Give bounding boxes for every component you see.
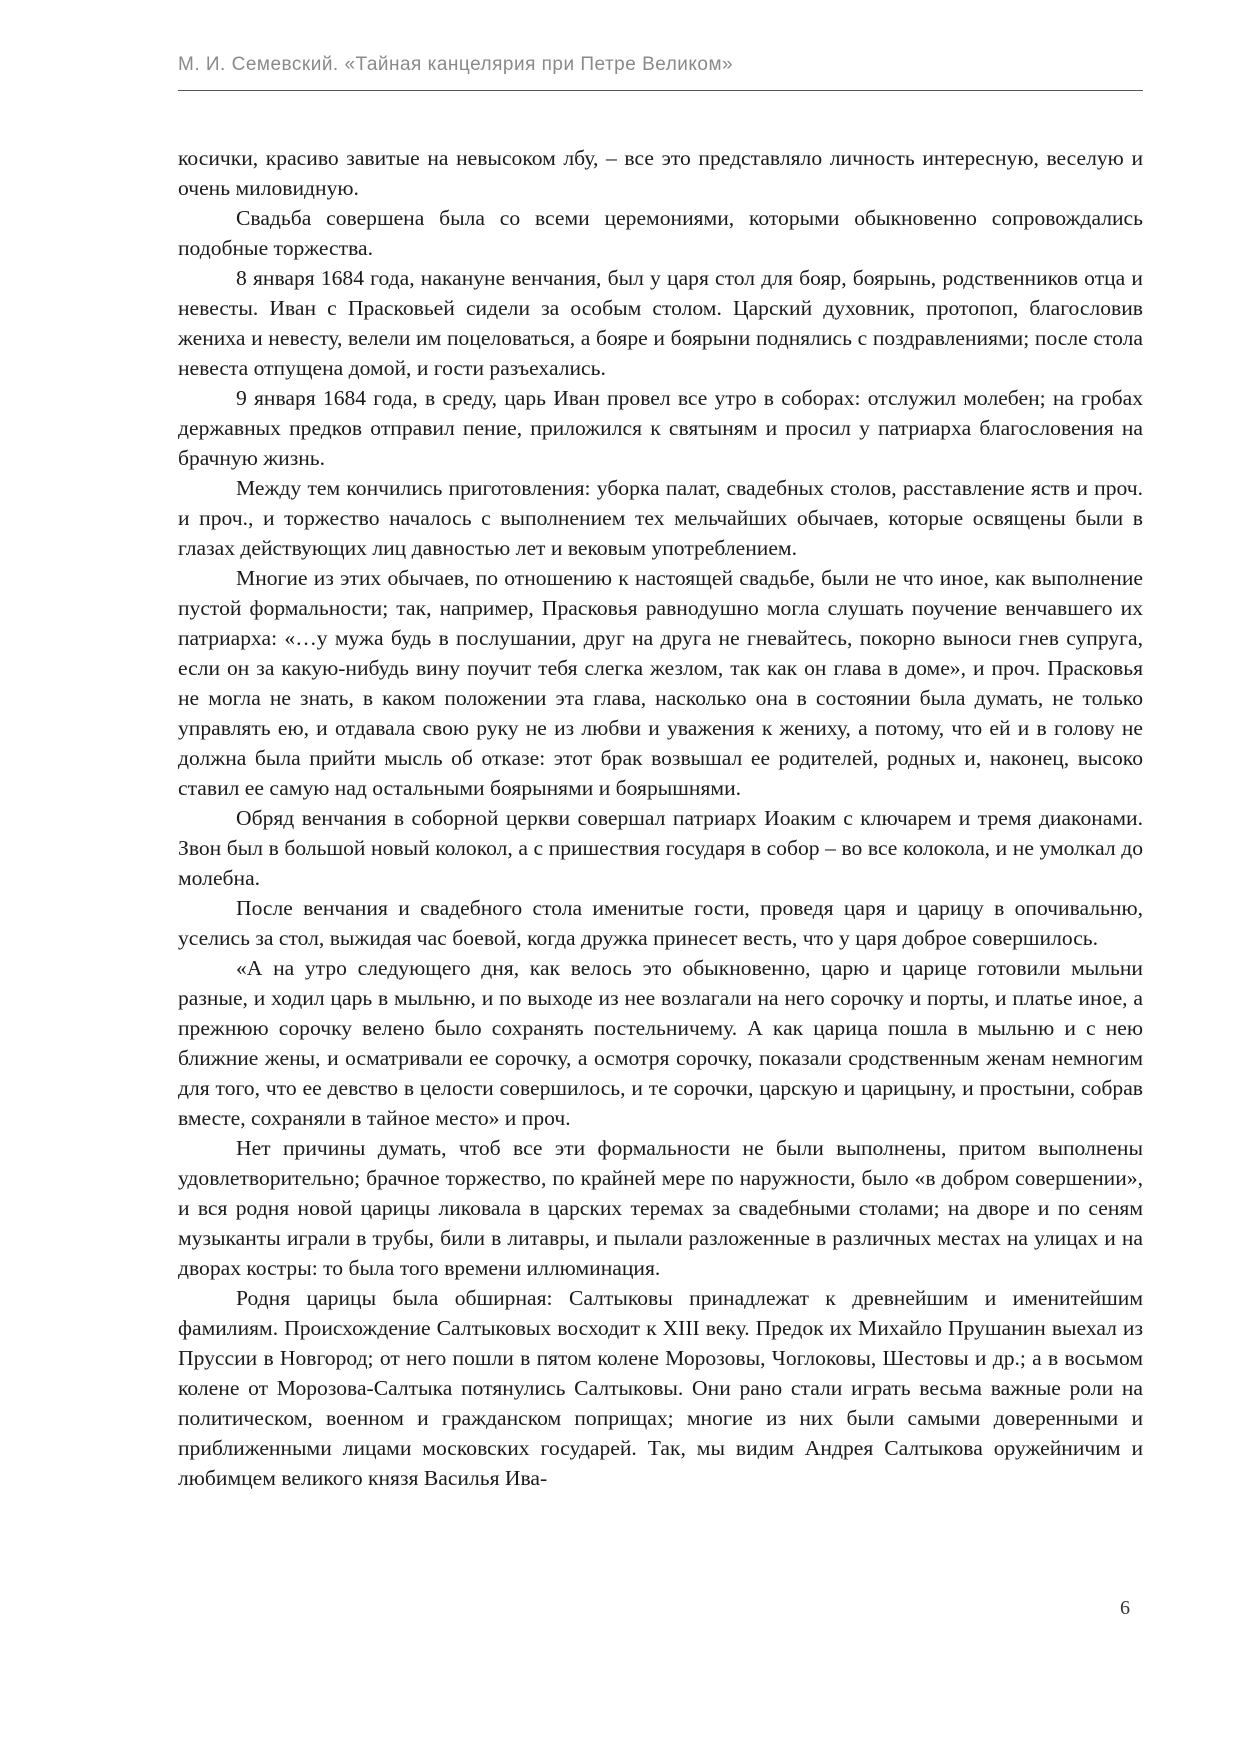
paragraph: Нет причины думать, чтоб все эти формальности не были выполнены, притом выполнены удовлетворительно; брачное торжество, по крайней мере по наружности, было «в добром совершении», и вся родня новой царицы ликовала в царских теремах за свадебными столами; на дворе и по сеням музыканты играли в трубы, били в литавры, и пылали разложенные в различных местах на улицах и на дворах костры: то была того времени иллюминация. <box>178 1136 1143 1280</box>
page-number: 6 <box>1120 1597 1130 1619</box>
paragraph: Между тем кончились приготовления: уборка палат, свадебных столов, расставление яств и проч. и проч., и торжество началось с выполнением тех мельчайших обычаев, которые освящены были в глазах действующих лиц давностью лет и вековым употреблением. <box>178 476 1143 560</box>
paragraph: Обряд венчания в соборной церкви совершал патриарх Иоаким с ключарем и тремя диаконами. Звон был в большой новый колокол, а с пришествия государя в собор – во все колокола, и не умолкал до молебна. <box>178 806 1143 890</box>
paragraph: Родня царицы была обширная: Салтыковы принадлежат к древнейшим и именитейшим фамилиям. Происхождение Салтыковых восходит к XIII веку. Предок их Михайло Прушанин выехал из Пруссии в Новгород; от него пошли в пятом колене Морозовы, Чоглоковы, Шестовы и др.; а в восьмом колене от Морозова-Салтыка потянулись Салтыковы. Они рано стали играть весьма важные роли на политическом, военном и гражданском поприщах; многие из них были самыми доверенными и приближенными лицами московских государей. Так, мы видим Андрея Салтыкова оружейничим и любимцем великого князя Василья Ива- <box>178 1286 1143 1490</box>
page-body <box>178 143 1143 1493</box>
paragraph-continuation: косички, красиво завитые на невысоком лбу, – все это представляло личность интересную, веселую и очень миловидную. <box>178 146 1143 200</box>
paragraph: Многие из этих обычаев, по отношению к настоящей свадьбе, были не что иное, как выполнение пустой формальности; так, например, Прасковья равнодушно могла слушать поучение венчавшего их патриарха: «…у мужа будь в послушании, друг на друга не гневайтесь, покорно выноси гнев супруга, если он за какую-нибудь вину поучит тебя слегка жезлом, так как он глава в доме», и проч. Прасковья не могла не знать, в каком положении эта глава, насколько она в состоянии была думать, не только управлять ею, и отдавала свою руку не из любви и уважения к жениху, а потому, что ей и в голову не должна была прийти мысль об отказе: этот брак возвышал ее родителей, родных и, наконец, высоко ставил ее самую над остальными боярынями и боярышнями. <box>178 566 1143 800</box>
paragraph-quote: «А на утро следующего дня, как велось это обыкновенно, царю и царице готовили мыльни разные, и ходил царь в мыльню, и по выходе из нее возлагали на него сорочку и порты, и платье иное, а прежнюю сорочку велено было сохранять постельничему. А как царица пошла в мыльню и с нею ближние жены, и осматривали ее сорочку, а осмотря сорочку, показали сродственным женам немногим для того, что ее девство в целости совершилось, и те сорочки, царскую и царицыну, и простыни, собрав вместе, сохраняли в тайное место» и проч. <box>178 956 1143 1130</box>
running-title: М. И. Семевский. «Тайная канцелярия при Петре Великом» <box>178 54 734 75</box>
paragraph: 8 января 1684 года, накануне венчания, был у царя стол для бояр, боярынь, родственников отца и невесты. Иван с Прасковьей сидели за особым столом. Царский духовник, протопоп, благословив жениха и невесту, велели им поцеловаться, а бояре и боярыни поднялись с поздравлениями; после стола невеста отпущена домой, и гости разъехались. <box>178 266 1143 380</box>
paragraph: Свадьба совершена была со всеми церемониями, которыми обыкновенно сопровождались подобные торжества. <box>178 206 1143 260</box>
paragraph: 9 января 1684 года, в среду, царь Иван провел все утро в соборах: отслужил молебен; на гробах державных предков отправил пение, приложился к святыням и просил у патриарха благословения на брачную жизнь. <box>178 386 1143 470</box>
running-header <box>178 54 1143 91</box>
paragraph: После венчания и свадебного стола именитые гости, проведя царя и царицу в опочивальню, уселись за стол, выжидая час боевой, когда дружка принесет весть, что у царя доброе совершилось. <box>178 896 1143 950</box>
